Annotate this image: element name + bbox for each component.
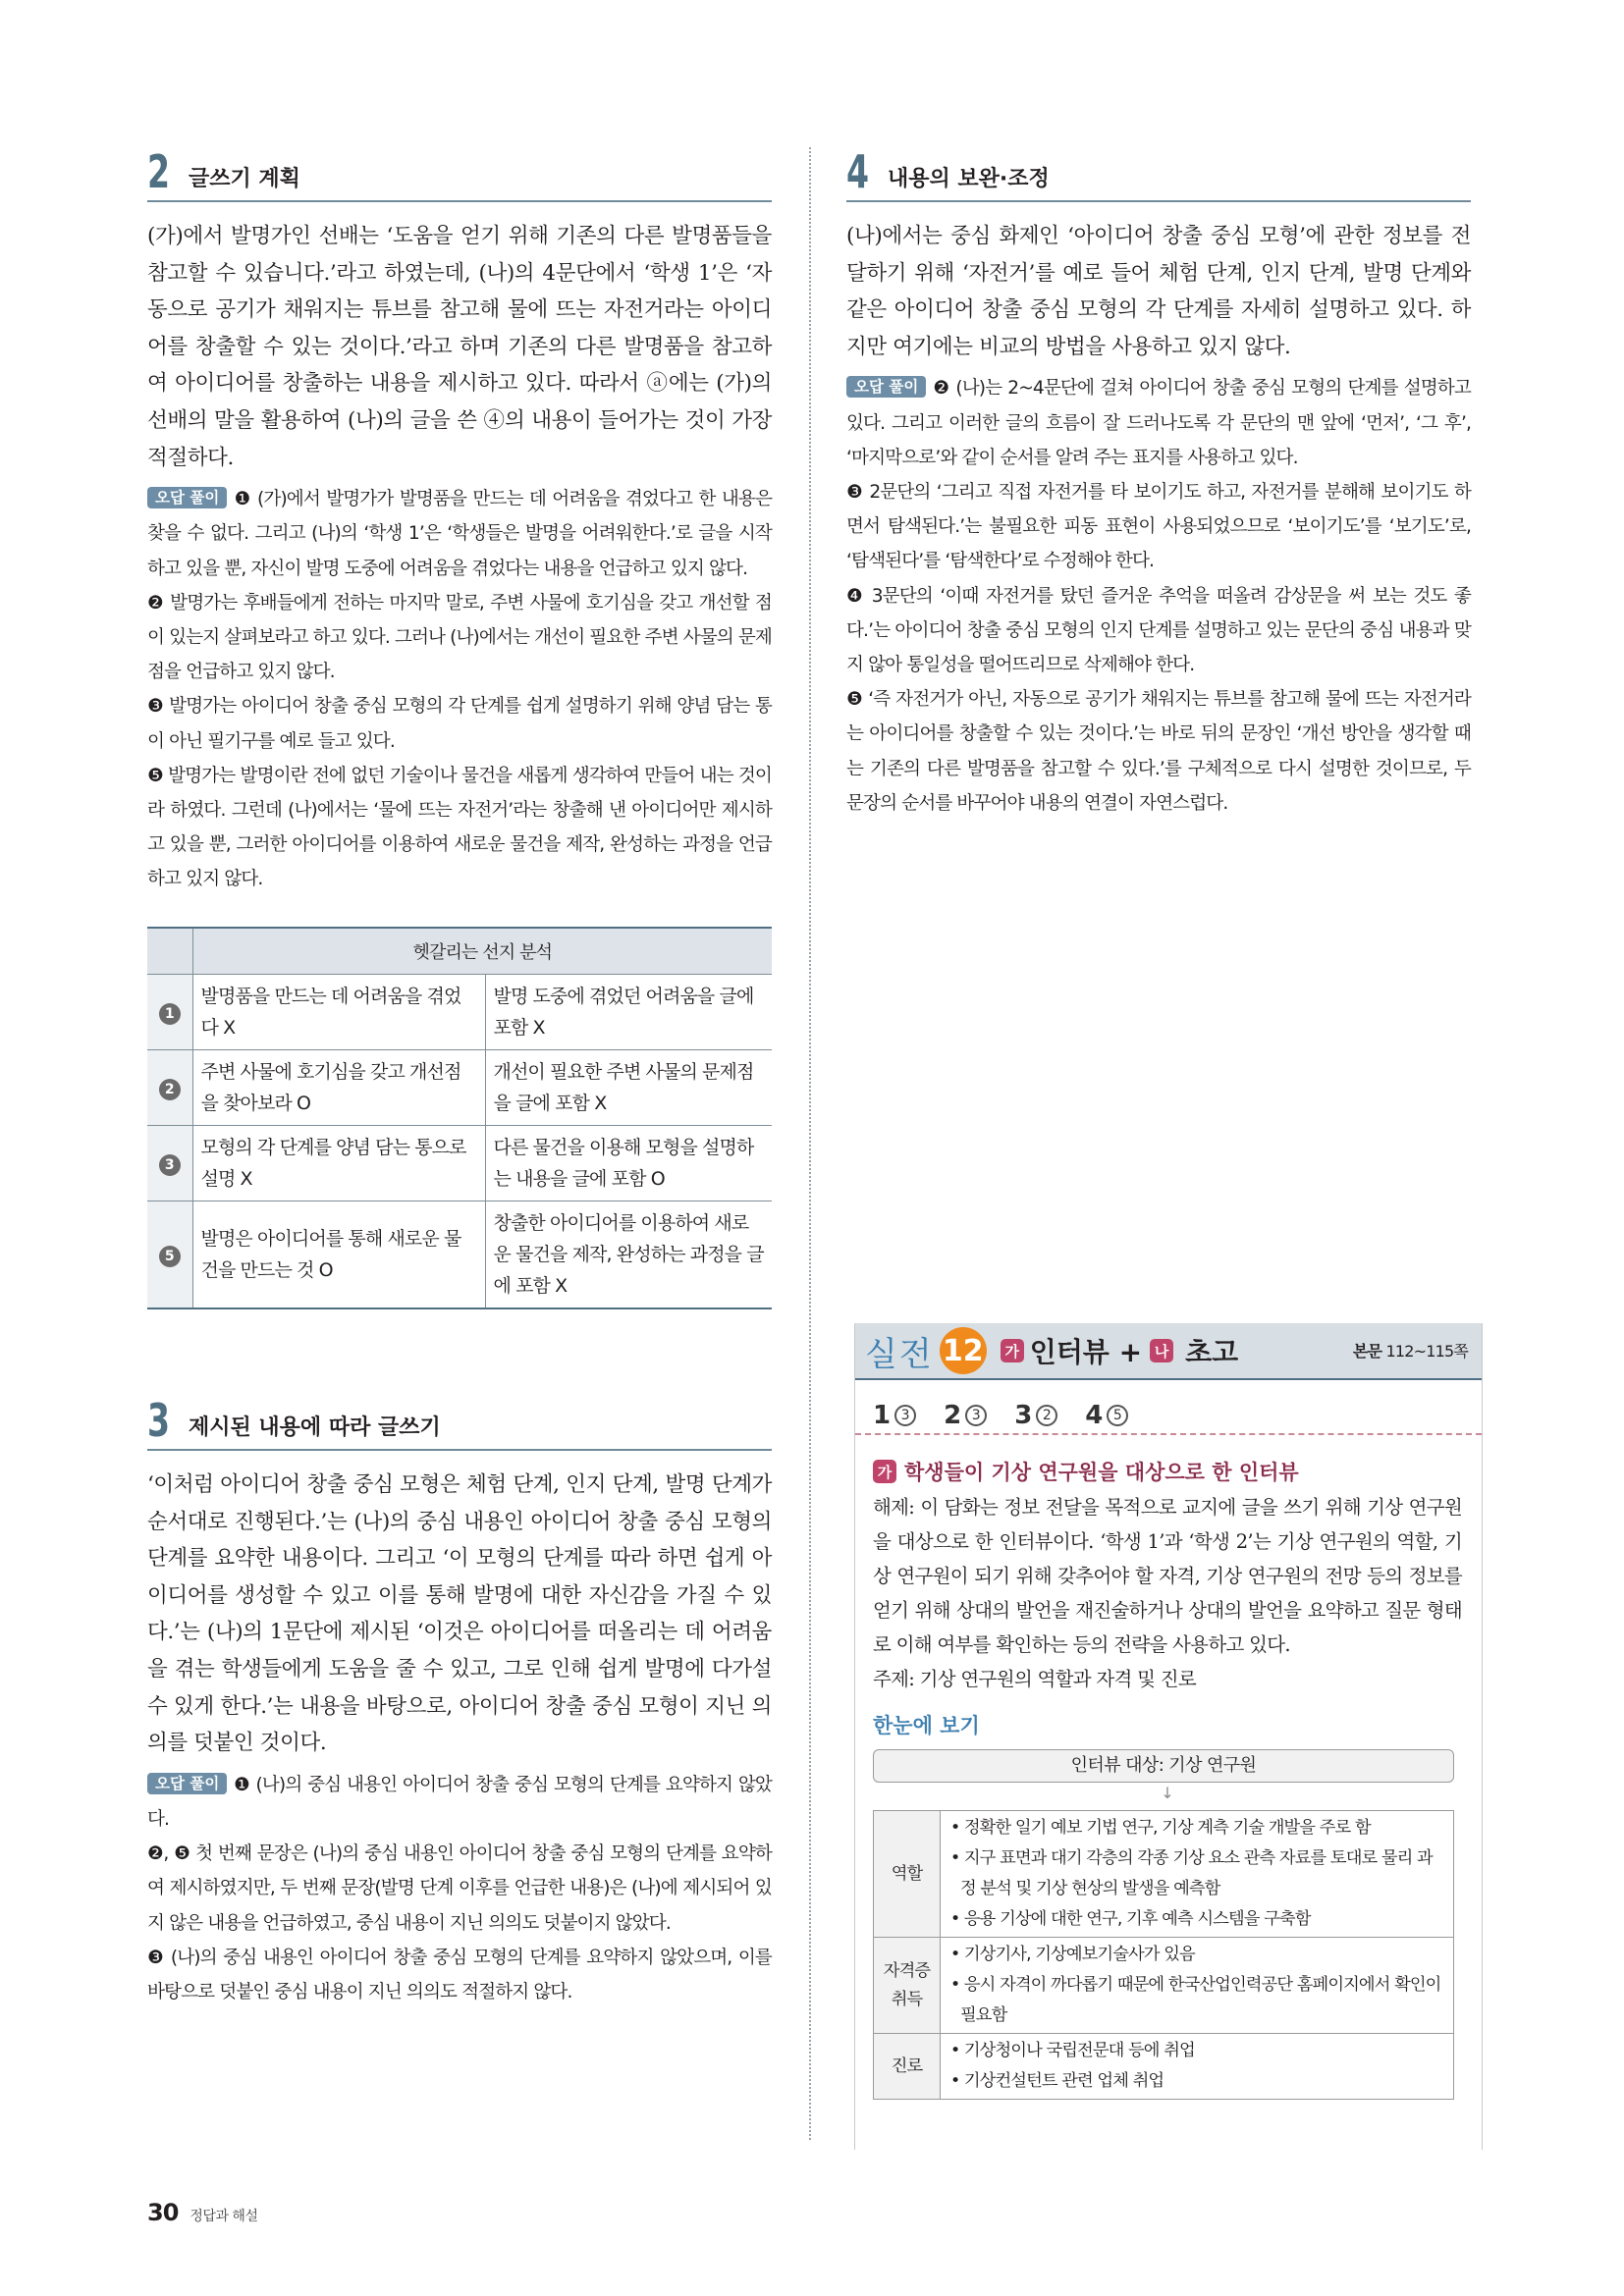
section-number: 2 (147, 145, 171, 198)
at-a-glance-table (873, 1810, 1454, 2100)
question-number: 2 (944, 1401, 962, 1430)
title-draft: 초고 (1185, 1336, 1239, 1368)
note: ❸ 발명가는 아이디어 창출 중심 모형의 각 단계를 쉽게 설명하기 위해 양념 담는 통이 아닌 필기구를 예로 들고 있다. (147, 696, 772, 752)
interview-section (855, 1435, 1482, 2100)
section-2-notes (147, 482, 772, 896)
section-4-header (846, 147, 1471, 202)
note (147, 1768, 772, 1837)
list-item: • 정확한 일기 예보 기법 연구, 기상 계측 기술 개발을 주로 함 (947, 1813, 1447, 1843)
note: ❹ 3문단의 ‘이때 자전거를 탔던 즐거운 추억을 떠올려 감상문을 써 보는 것도 좋다.’는 아이디어 창출 중심 모형의 인지 단계를 설명하고 있는 문단의 중심 내용과 맞지 않아 통일성을 떨어뜨리므로 삭제해야 한다. (846, 585, 1471, 675)
list-item: • 응용 기상에 대한 연구, 기후 예측 시스템을 구축함 (947, 1904, 1447, 1935)
table-cell: 개선이 필요한 주변 사물의 문제점을 글에 포함 X (485, 1050, 772, 1126)
table-row (874, 1938, 1454, 2034)
note-text: ❷ (나)는 2~4문단에 걸쳐 아이디어 창출 중심 모형의 단계를 설명하고 있다. 그리고 이러한 글의 흐름이 잘 드러나도록 각 문단의 맨 앞에 ‘먼저’, ‘그 후’, ‘마지막으로’와 같이 순서를 알려 주는 표지를 사용하고 있다. (846, 378, 1471, 468)
interview-title (873, 1457, 1462, 1486)
title-interview: 인터뷰 + (1029, 1336, 1143, 1368)
section-title: 글쓰기 계획 (189, 167, 300, 191)
table-cell: 발명 도중에 겪었던 어려움을 글에 포함 X (485, 975, 772, 1050)
confusing-options-table (147, 927, 772, 1310)
note: ❸ (나)의 중심 내용인 아이디어 창출 중심 모형의 단계를 요약하지 않았으며, 이를 바탕으로 덧붙인 중심 내용이 지닌 의의도 적절하지 않다. (147, 1947, 772, 2003)
section-title: 내용의 보완·조정 (888, 167, 1050, 191)
table-cell: 창출한 아이디어를 이용하여 새로운 물건을 제작, 완성하는 과정을 글에 포함 X (485, 1201, 772, 1309)
note (147, 482, 772, 586)
section-number: 3 (147, 1394, 171, 1448)
wrong-answer-badge: 오답 풀이 (846, 376, 926, 398)
option-number: 1 (159, 1003, 181, 1025)
footer-text: 정답과 해설 (189, 2209, 258, 2224)
page-reference (1353, 1339, 1468, 1362)
table-row (147, 975, 772, 1050)
tag-ga: 가 (1001, 1339, 1024, 1362)
note-text: ❶ (나)의 중심 내용인 아이디어 창출 중심 모형의 단계를 요약하지 않았다. (147, 1774, 772, 1831)
note: ❺ ‘즉 자전거가 아닌, 자동으로 공기가 채워지는 튜브를 참고해 물에 뜨는 자전거라는 아이디어를 창출할 수 있는 것이다.’는 바로 뒤의 문장인 ‘개선 방안을 생각할 때는 기존의 다른 발명품을 참고할 수 있다.’를 구체적으로 다시 설명한 것이므로, 두 문장의 순서를 바꾸어야 내용의 연결이 자연스럽다. (846, 689, 1471, 814)
list-item: • 응시 자격이 까다롭기 때문에 한국산업인력공단 홈페이지에서 확인이 필요함 (947, 1970, 1447, 2031)
option-number: 3 (159, 1154, 181, 1176)
answer-item (1014, 1398, 1057, 1433)
at-a-glance-title: 한눈에 보기 (873, 1714, 980, 1737)
down-arrow-icon: ↓ (1161, 1784, 1174, 1802)
practice-number: 12 (940, 1327, 987, 1374)
answer-box-title (1001, 1331, 1246, 1370)
wrong-answer-badge: 오답 풀이 (147, 487, 227, 508)
note: ❷ 발명가는 후배들에게 전하는 마지막 말로, 주변 사물에 호기심을 갖고 개선할 점이 있는지 살펴보라고 하고 있다. 그러나 (나)에서는 개선이 필요한 주변 사물의 문제점을 언급하고 있지 않다. (147, 592, 772, 683)
question-number: 3 (1014, 1401, 1033, 1430)
answer-box-header (855, 1323, 1482, 1380)
table-row (147, 1126, 772, 1201)
answer-choice: 2 (1036, 1405, 1057, 1426)
table-cell: 모형의 각 단계를 양념 담는 통으로 설명 X (192, 1126, 485, 1201)
note-text: ❶ (가)에서 발명가가 발명품을 만드는 데 어려움을 겪었다고 한 내용은 찾을 수 없다. 그리고 (나)의 ‘학생 1’은 ‘학생들은 발명을 어려워한다.’로 글을 시작하고 있을 뿐, 자신이 발명 도중에 어려움을 겪었다는 내용을 언급하고 있지 않다. (147, 489, 772, 579)
note: ❷, ❺ 첫 번째 문장은 (나)의 중심 내용인 아이디어 창출 중심 모형의 단계를 요약하여 제시하였지만, 두 번째 문장(발명 단계 이후를 언급한 내용)은 (나)에 제시되어 있지 않은 내용을 언급하였고, 중심 내용이 지닌 의의도 덧붙이지 않았다. (147, 1843, 772, 1934)
row-label: 자격증 취득 (874, 1938, 941, 2034)
answer-key (855, 1380, 1482, 1435)
section-number: 4 (846, 145, 870, 198)
answer-choice: 3 (894, 1405, 916, 1426)
note: ❺ 발명가는 발명이란 전에 없던 기술이나 물건을 새롭게 생각하여 만들어 내는 것이라 하였다. 그런데 (나)에서는 ‘물에 뜨는 자전거’라는 창출해 낸 아이디어만 제시하고 있을 뿐, 그러한 아이디어를 이용하여 새로운 물건을 제작, 완성하는 과정을 언급하고 있지 않다. (147, 765, 772, 890)
table-row (874, 2034, 1454, 2100)
table-cell: 다른 물건을 이용해 모형을 설명하는 내용을 글에 포함 O (485, 1126, 772, 1201)
interview-summary: 해제: 이 담화는 정보 전달을 목적으로 교지에 글을 쓰기 위해 기상 연구원을 대상으로 한 인터뷰이다. ‘학생 1’과 ‘학생 2’는 기상 연구원의 역할, 기상 연구원이 되기 위해 갖추어야 할 자격, 기상 연구원의 전망 등의 정보를 얻기 위해 상대의 발언을 재진술하거나 상대의 발언을 요약하고 질문 형태로 이해 여부를 확인하는 등의 전략을 사용하고 있다. (873, 1496, 1462, 1656)
table-cell: 발명은 아이디어를 통해 새로운 물건을 만드는 것 O (192, 1201, 485, 1309)
section-title: 제시된 내용에 따라 글쓰기 (189, 1415, 441, 1441)
list-item: • 기상컨설턴트 관련 업체 취업 (947, 2066, 1447, 2097)
left-column (147, 147, 772, 2009)
answer-item (1085, 1398, 1128, 1433)
pages-label: 본문 (1352, 1342, 1382, 1361)
question-number: 1 (873, 1401, 892, 1430)
practice-answer-box (854, 1323, 1483, 2150)
table-cell: 주변 사물에 호기심을 갖고 개선점을 찾아보라 O (192, 1050, 485, 1126)
interview-title-text: 학생들이 기상 연구원을 대상으로 한 인터뷰 (904, 1461, 1299, 1484)
row-label: 역할 (874, 1811, 941, 1938)
table-cell: 발명품을 만드는 데 어려움을 겪었다 X (192, 975, 485, 1050)
section-3-header (147, 1396, 772, 1451)
table-row (147, 1201, 772, 1309)
practice-label: 실전 (865, 1334, 934, 1374)
option-number: 5 (159, 1246, 181, 1267)
table-row (874, 1811, 1454, 1938)
answer-item (873, 1398, 916, 1433)
question-number: 4 (1085, 1401, 1104, 1430)
list-item: • 기상청이나 국립전문대 등에 취업 (947, 2036, 1447, 2066)
wrong-answer-badge: 오답 풀이 (147, 1773, 227, 1794)
section-2-body: (가)에서 발명가인 선배는 ‘도움을 얻기 위해 기존의 다른 발명품들을 참고할 수 있습니다.’라고 하였는데, (나)의 4문단에서 ‘학생 1’은 ‘자동으로 공기가 채워지는 튜브를 참고해 물에 뜨는 자전거라는 아이디어를 창출할 수 있는 것이다.’라고 하며 기존의 다른 발명품을 참고하여 아이디어를 창출하는 내용을 제시하고 있다. 따라서 ⓐ에는 (가)의 선배의 말을 활용하여 (나)의 글을 쓴 ④의 내용이 들어가는 것이 가장 적절하다. (147, 224, 772, 470)
column-divider (809, 147, 811, 2140)
note: ❸ 2문단의 ‘그리고 직접 자전거를 타 보이기도 하고, 자전거를 분해해 보이기도 하면서 탐색된다.’는 불필요한 피동 표현이 사용되었으므로 ‘보이기도’를 ‘보기도’로, ‘탐색된다’를 ‘탐색한다’로 수정해야 한다. (846, 481, 1471, 572)
right-column (846, 147, 1471, 821)
list-item: • 지구 표면과 대기 각층의 각종 기상 요소 관측 자료를 토대로 물리 과정 분석 및 기상 현상의 발생을 예측함 (947, 1843, 1447, 1904)
table-header-row (147, 928, 772, 975)
section-2-header (147, 147, 772, 202)
section-3-notes (147, 1768, 772, 2009)
option-number: 2 (159, 1079, 181, 1100)
answer-choice: 3 (965, 1405, 987, 1426)
section-4-notes (846, 371, 1471, 821)
interview-topic: 주제: 기상 연구원의 역할과 자격 및 진로 (873, 1668, 1197, 1690)
table-row (147, 1050, 772, 1126)
row-label: 진로 (874, 2034, 941, 2100)
list-item: • 기상기사, 기상예보기술사가 있음 (947, 1940, 1447, 1970)
interview-target: 인터뷰 대상: 기상 연구원 (873, 1749, 1454, 1783)
pages-range: 112~115쪽 (1385, 1342, 1468, 1361)
answer-item (944, 1398, 987, 1433)
section-4-body: (나)에서는 중심 화제인 ‘아이디어 창출 중심 모형’에 관한 정보를 전달하기 위해 ‘자전거’를 예로 들어 체험 단계, 인지 단계, 발명 단계와 같은 아이디어 창출 중심 모형의 각 단계를 자세히 설명하고 있다. 하지만 여기에는 비교의 방법을 사용하고 있지 않다. (846, 224, 1471, 359)
section-3-body: ‘이처럼 아이디어 창출 중심 모형은 체험 단계, 인지 단계, 발명 단계가 순서대로 진행된다.’는 (나)의 중심 내용인 아이디어 창출 중심 모형의 단계를 요약한 내용이다. 그리고 ‘이 모형의 단계를 따라 하면 쉽게 아이디어를 생성할 수 있고 이를 통해 발명에 대한 자신감을 가질 수 있다.’는 (나)의 1문단에 제시된 ‘이것은 아이디어를 떠올리는 데 어려움을 겪는 학생들에게 도움을 줄 수 있고, 그로 인해 쉽게 발명에 다가설 수 있게 한다.’는 내용을 바탕으로, 아이디어 창출 중심 모형이 지닌 의의를 덧붙인 것이다. (147, 1472, 772, 1756)
tag-ga: 가 (873, 1460, 896, 1483)
tag-na: 나 (1150, 1339, 1173, 1362)
note (846, 371, 1471, 475)
table-header: 헷갈리는 선지 분석 (192, 928, 772, 975)
page-footer (147, 2199, 257, 2226)
answer-choice: 5 (1107, 1405, 1128, 1426)
table-header-blank (147, 928, 192, 975)
page-number: 30 (147, 2199, 179, 2226)
